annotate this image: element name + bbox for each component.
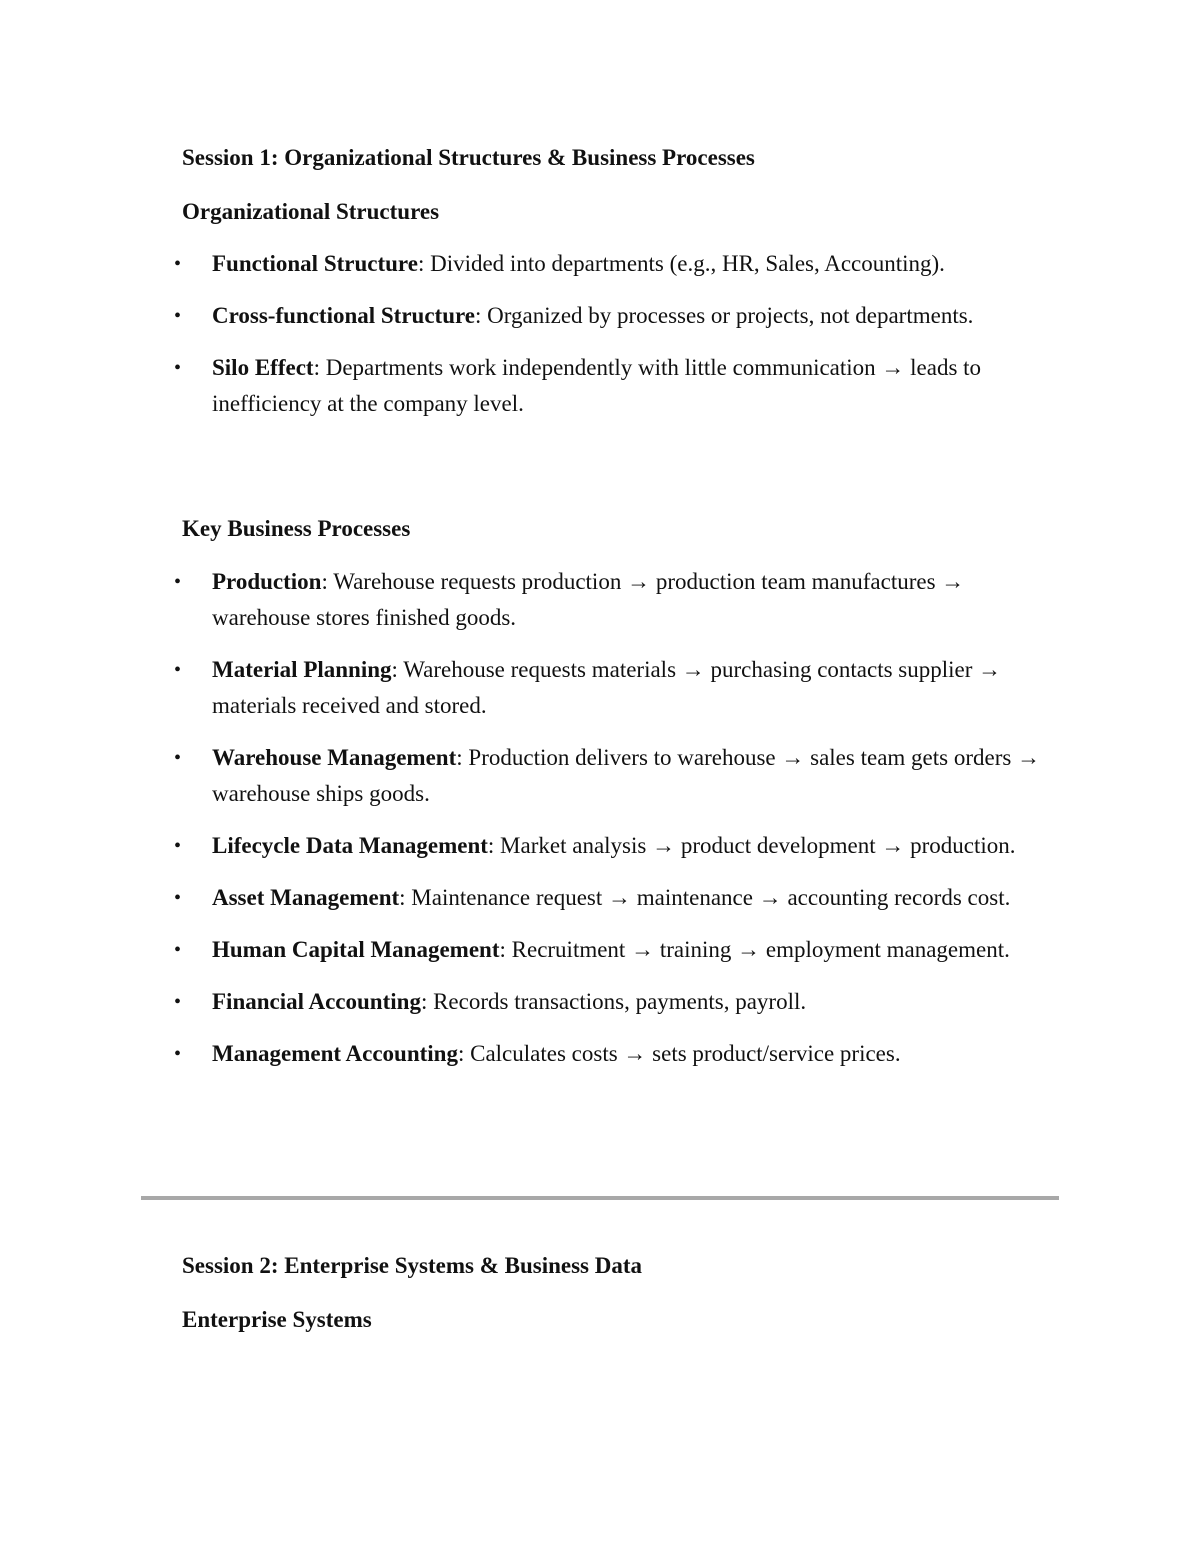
list-item [172,984,1052,1020]
bullet-icon: • [174,887,182,909]
item-term: Financial Accounting [212,989,421,1014]
list-item [172,880,1052,916]
section-divider [141,1196,1059,1200]
key-processes-heading: Key Business Processes [182,516,411,541]
list-item [172,932,1052,968]
item-term: Asset Management [212,885,400,910]
list-item [172,350,1052,422]
bullet-icon: • [174,571,182,593]
bullet-icon: • [174,253,182,275]
bullet-icon: • [174,357,182,379]
item-text: : Warehouse requests production → production team manufactures → warehouse stores finished goods. [212,569,965,630]
item-term: Functional Structure [212,251,418,276]
bullet-icon: • [174,835,182,857]
item-term: Lifecycle Data Management [212,833,488,858]
item-text: : Maintenance request → maintenance → accounting records cost. [399,885,1011,910]
item-term: Material Planning [212,657,392,682]
list-item [172,740,1052,812]
session-2-title: Session 2: Enterprise Systems & Business Data [182,1253,643,1278]
item-text: : Warehouse requests materials → purchasing contacts supplier → materials received and stored. [212,657,1002,718]
bullet-icon: • [174,747,182,769]
item-term: Warehouse Management [212,745,457,770]
list-item [172,298,1052,334]
key-processes-list [172,564,1052,1088]
org-structures-list [172,246,1052,438]
item-term: Management Accounting [212,1041,458,1066]
list-item [172,246,1052,282]
item-term: Human Capital Management [212,937,500,962]
item-term: Production [212,569,322,594]
bullet-icon: • [174,659,182,681]
item-text: : Calculates costs → sets product/service prices. [457,1041,901,1066]
item-term: Cross-functional Structure [212,303,476,328]
session-1-title: Session 1: Organizational Structures & Business Processes [182,145,755,170]
item-text: : Records transactions, payments, payroll. [420,989,807,1014]
list-item [172,564,1052,636]
item-text: : Market analysis → product development → production. [487,833,1016,858]
enterprise-systems-heading: Enterprise Systems [182,1307,372,1332]
item-text: : Divided into departments (e.g., HR, Sales, Accounting). [417,251,945,276]
list-item [172,652,1052,724]
bullet-icon: • [174,305,182,327]
item-text: : Departments work independently with little communication → leads to inefficiency at the company level. [212,355,982,416]
bullet-icon: • [174,939,182,961]
item-term: Silo Effect [212,355,314,380]
bullet-icon: • [174,1043,182,1065]
list-item [172,828,1052,864]
item-text: : Organized by processes or projects, not departments. [475,303,974,328]
item-text: : Recruitment → training → employment management. [499,937,1010,962]
org-structures-heading: Organizational Structures [182,199,440,224]
bullet-icon: • [174,991,182,1013]
list-item [172,1036,1052,1072]
item-text: : Production delivers to warehouse → sales team gets orders → warehouse ships goods. [212,745,1041,806]
